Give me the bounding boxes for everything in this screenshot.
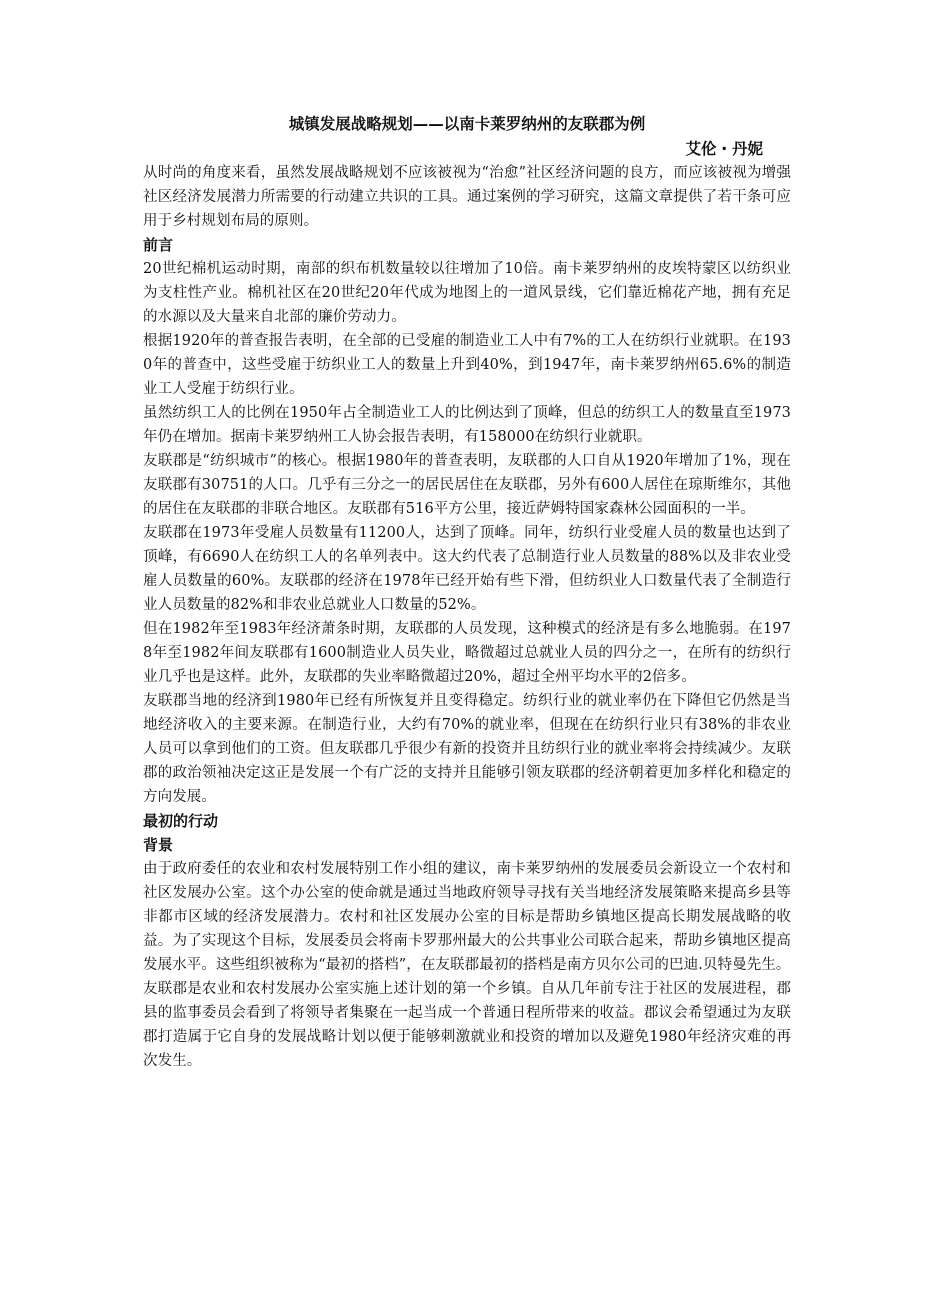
preface-paragraph: 友联郡当地的经济到1980年已经有所恢复并且变得稳定。纺织行业的就业率仍在下降但它仍然是当地经济收入的主要来源。在制造行业，大约有70%的就业率，但现在在纺织行业只有38%的非农业人员可以拿到他们的工资。但友联郡几乎很少有新的投资并且纺织行业的就业率将会持续减少。友联郡的政治领袖决定这正是发展一个有广泛的支持并且能够引领友联郡的经济朝着更加多样化和稳定的方向发展。 (143, 693, 791, 805)
section-heading-preface: 前言 (143, 236, 174, 254)
preface-paragraph: 20世纪棉机运动时期，南部的织布机数量较以往增加了10倍。南卡莱罗纳州的皮埃特蒙区以纺织业为支柱性产业。棉机社区在20世纪20年代成为地图上的一道风景线，它们靠近棉花产地，拥有充足的水源以及大量来自北部的廉价劳动力。 (143, 261, 791, 325)
subsection-heading-background: 背景 (143, 836, 174, 854)
document-title: 城镇发展战略规划——以南卡莱罗纳州的友联郡为例 (288, 115, 646, 133)
preface-paragraph: 根据1920年的普查报告表明，在全部的已受雇的制造业工人中有7%的工人在纺织行业就职。在1930年的普查中，这些受雇于纺织业工人的数量上升到40%，到1947年，南卡莱罗纳州65.6%的制造业工人受雇于纺织行业。 (143, 333, 791, 397)
preface-paragraph: 友联郡是“纺织城市”的核心。根据1980年的普查表明，友联郡的人口自从1920年增加了1%，现在友联郡有30751的人口。几乎有三分之一的居民居住在友联郡，另外有600人居住在琼斯维尔，其他的居住在友联郡的非联合地区。友联郡有516平方公里，接近萨姆特国家森林公园面积的一半。 (143, 453, 791, 517)
abstract-paragraph: 从时尚的角度来看，虽然发展战略规划不应该被视为“治愈”社区经济问题的良方，而应该被视为增强社区经济发展潜力所需要的行动建立共识的工具。通过案例的学习研究，这篇文章提供了若干条可应用于乡村规划布局的原则。 (143, 165, 791, 229)
preface-paragraph: 友联郡在1973年受雇人员数量有11200人，达到了顶峰。同年，纺织行业受雇人员的数量也达到了顶峰，有6690人在纺织工人的名单列表中。这大约代表了总制造行业人员数量的88%以及非农业受雇人员数量的60%。友联郡的经济在1978年已经开始有些下滑，但纺织业人口数量代表了全制造行业人员数量的82%和非农业总就业人口数量的52%。 (143, 525, 791, 613)
document-body (143, 111, 791, 1073)
document-author: 艾伦・丹妮 (685, 140, 763, 158)
background-paragraph: 友联郡是农业和农村发展办公室实施上述计划的第一个乡镇。自从几年前专注于社区的发展进程，郡县的监事委员会看到了将领导者集聚在一起当成一个普通日程所带来的收益。郡议会希望通过为友联郡打造属于它自身的发展战略计划以便于能够刺激就业和投资的增加以及避免1980年经济灾难的再次发生。 (143, 981, 791, 1069)
preface-paragraph: 但在1982年至1983年经济萧条时期，友联郡的人员发现，这种模式的经济是有多么地脆弱。在1978年至1982年间友联郡有1600制造业人员失业，略微超过总就业人员的四分之一，在所有的纺织行业几乎也是这样。此外，友联郡的失业率略微超过20%，超过全州平均水平的2倍多。 (143, 621, 791, 685)
preface-paragraph: 虽然纺织工人的比例在1950年占全制造业工人的比例达到了顶峰，但总的纺织工人的数量直至1973年仍在增加。据南卡莱罗纳州工人协会报告表明，有158000在纺织行业就职。 (143, 405, 791, 445)
section-heading-initial-action: 最初的行动 (143, 812, 219, 830)
background-paragraph: 由于政府委任的农业和农村发展特别工作小组的建议，南卡莱罗纳州的发展委员会新设立一个农村和社区发展办公室。这个办公室的使命就是通过当地政府领导寻找有关当地经济发展策略来提高乡县等非都市区域的经济发展潜力。农村和社区发展办公室的目标是帮助乡镇地区提高长期发展战略的收益。为了实现这个目标，发展委员会将南卡罗那州最大的公共事业公司联合起来，帮助乡镇地区提高发展水平。这些组织被称为“最初的搭档”，在友联郡最初的搭档是南方贝尔公司的巴迪.贝特曼先生。 (143, 861, 791, 973)
